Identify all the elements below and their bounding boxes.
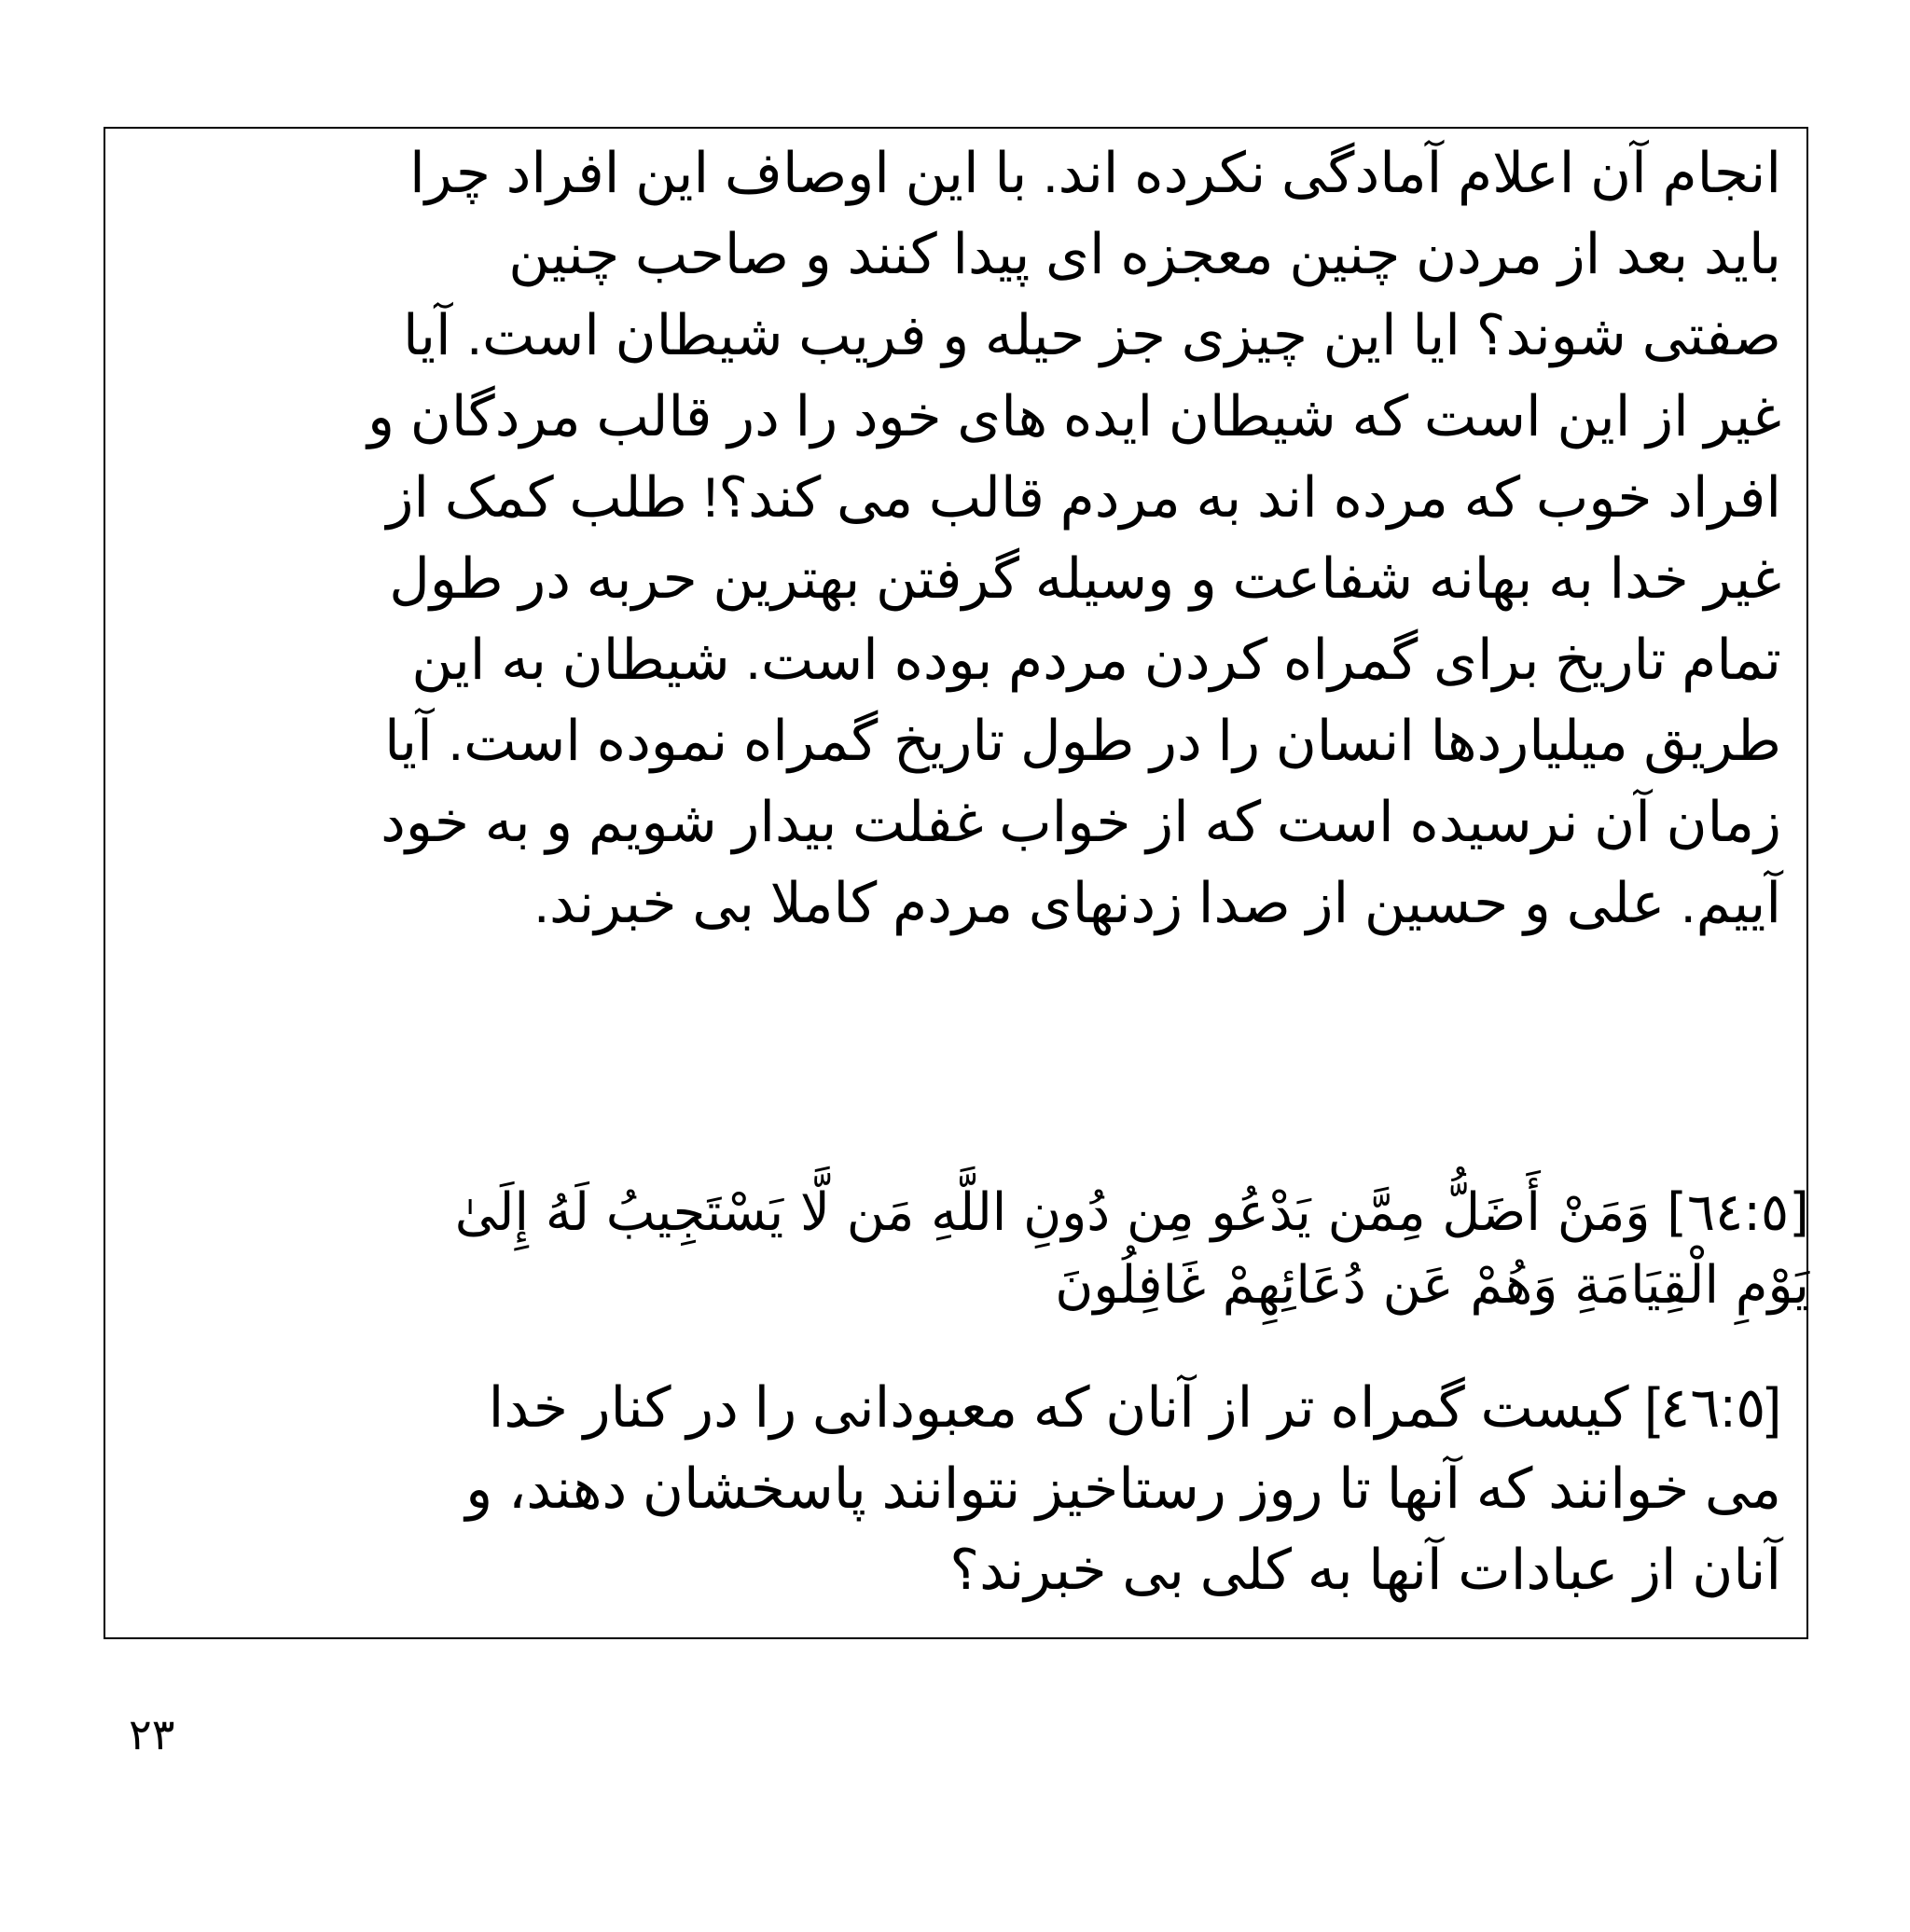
paragraph-line: زمان آن نرسیده است که از خواب غفلت بیدار شویم و به خود (381, 791, 1781, 853)
paragraph-line: انجام آن اعلام آمادگی نکرده اند. با این اوصاف این افراد چرا (409, 142, 1781, 204)
verse-line: يَوْمِ الْقِيَامَةِ وَهُمْ عَن دُعَائِهِمْ غَافِلُونَ (1055, 1255, 1809, 1316)
paragraph-line: صفتی شوند؟ ایا این چیزی جز حیله و فریب شیطان است. آیا (403, 304, 1781, 366)
paragraph-line: غیر خدا به بهانه شفاعت و وسیله گرفتن بهترین حربه در طول (389, 547, 1781, 610)
verse-translation (159, 1367, 1781, 1610)
translation-line: می خوانند که آنها تا روز رستاخیز نتوانند پاسخشان دهند، و (465, 1457, 1781, 1520)
verse-line: [٦٤:٥] وَمَنْ أَضَلُّ مِمَّن يَدْعُو مِن دُونِ اللَّهِ مَن لَّا يَسْتَجِيبُ لَهُ إِلَىٰ (454, 1182, 1809, 1243)
paragraph-line: تمام تاریخ برای گمراه کردن مردم بوده است. شیطان به این (411, 628, 1781, 691)
paragraph-line: باید بعد از مردن چنین معجزه ای پیدا کنند و صاحب چنین (508, 223, 1781, 285)
translation-line: آنان از عبادات آنها به کلی بی خبرند؟ (949, 1539, 1781, 1601)
translation-line: [٤٦:٥] کیست گمراه تر از آنان که معبودانی را در کنار خدا (488, 1376, 1781, 1439)
paragraph-line: غیر از این است که شیطان ایده های خود را در قالب مردگان و (367, 385, 1781, 448)
main-paragraph (159, 132, 1781, 944)
paragraph-line: افراد خوب که مرده اند به مردم قالب می کند؟! طلب کمک از (386, 466, 1781, 529)
page-number: ٢٣ (129, 1709, 175, 1760)
paragraph-line: آییم. علی و حسین از صدا زدنهای مردم کاملا بی خبرند. (533, 872, 1781, 934)
paragraph-line: طریق میلیاردها انسان را در طول تاریخ گمراه نموده است. آیا (384, 710, 1781, 772)
quran-verse (131, 1177, 1809, 1322)
